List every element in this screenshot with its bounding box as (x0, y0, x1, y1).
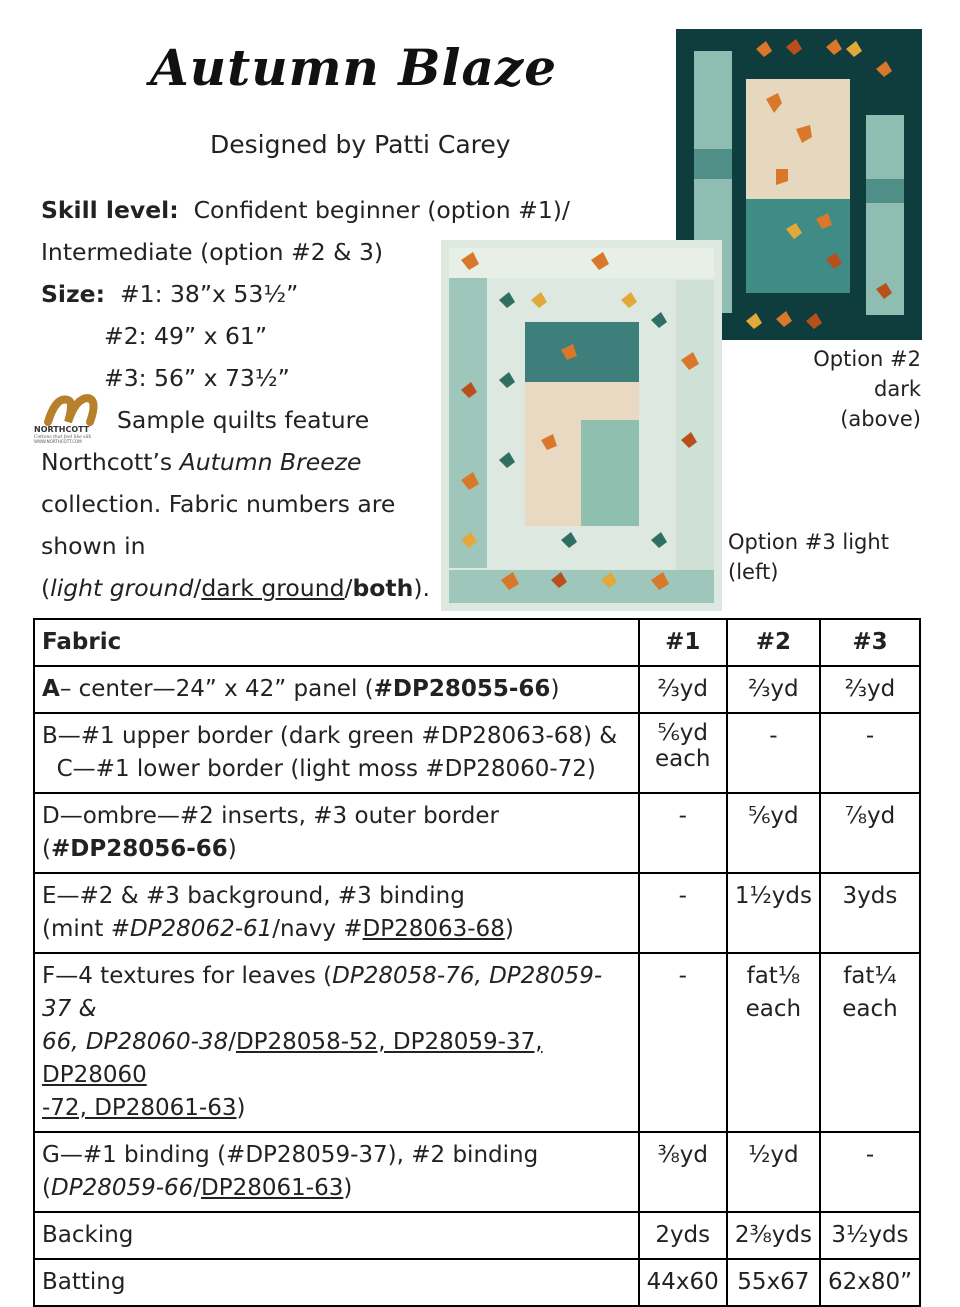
qty-value: fat¼ (843, 963, 897, 989)
sample-line1: Sample quilts feature (117, 406, 370, 434)
skill-level-line1 (41, 196, 570, 224)
caption-dark-line2: (above) (840, 407, 921, 431)
qty-cell: ⅞yd (820, 793, 920, 873)
logo-tagline: Cottons that feel like silk (34, 435, 92, 440)
table-row (34, 713, 920, 793)
sample-text: Northcott’s (41, 448, 180, 476)
fabric-number: #DP28056-66 (50, 836, 228, 862)
dark-ground-key: dark ground (201, 574, 345, 602)
qty-value: fat⅛ (746, 963, 801, 989)
qty-cell: 55x67 (727, 1259, 820, 1306)
fabric-a-cell (34, 666, 639, 713)
slash: / (193, 574, 202, 602)
fabric-desc-part: ( (42, 1175, 51, 1201)
size-option-1: #1: 38”x 53½” (119, 280, 299, 308)
qty-cell (727, 953, 820, 1132)
paren: ( (41, 574, 51, 602)
fabric-number: DP28059-66 (50, 1175, 194, 1201)
qty-cell: 3yds (820, 873, 920, 953)
fabric-number: #DP28062-61 (110, 916, 273, 942)
skill-label: Skill level: (41, 196, 179, 224)
sample-line4: shown in (41, 532, 146, 560)
size-line1 (41, 280, 298, 308)
qty-cell (639, 713, 727, 793)
light-ground-key: light ground (50, 574, 194, 602)
size-label: Size: (41, 280, 105, 308)
fabric-d-cell (34, 793, 639, 873)
backing-label: Backing (34, 1212, 639, 1259)
fabric-desc-part: /navy # (272, 916, 363, 942)
sample-line2 (41, 448, 361, 476)
fabric-requirements-table (33, 618, 921, 1307)
qty-value: each (655, 746, 711, 772)
header-option-3: #3 (820, 619, 920, 666)
skill-value-2: Intermediate (option #2 & 3) (41, 238, 384, 266)
fabric-desc: ) (550, 676, 560, 702)
batting-label: Batting (34, 1259, 639, 1306)
fabric-desc-part: ) (236, 1095, 246, 1121)
fabric-g-cell (34, 1132, 639, 1212)
qty-value: ⅚yd (657, 720, 708, 746)
qty-cell: ⅚yd (727, 793, 820, 873)
fabric-number: #DP28055-66 (373, 676, 551, 702)
fabric-desc: E—#2 & #3 background, #3 binding (42, 883, 465, 909)
qty-cell: - (820, 1132, 920, 1212)
fabric-desc-part: F—4 textures for leaves ( (42, 963, 333, 989)
fabric-desc (42, 913, 631, 946)
fabric-desc-part: (mint (42, 916, 111, 942)
page-title: Autumn Blaze (150, 38, 558, 97)
fabric-desc (42, 1092, 631, 1125)
qty-cell: ⅔yd (820, 666, 920, 713)
fabric-desc-part: ) (504, 916, 514, 942)
table-row (34, 793, 920, 873)
fabric-desc: G—#1 binding (#DP28059-37), #2 binding (42, 1142, 539, 1168)
designer-credit: Designed by Patti Carey (210, 130, 511, 159)
fabric-desc-part: / (228, 1029, 236, 1055)
size-option-2: #2: 49” x 61” (104, 322, 268, 350)
caption-light-line1: Option #3 light (728, 530, 889, 554)
table-row (34, 953, 920, 1132)
fabric-desc: – center—24” x 42” panel ( (59, 676, 374, 702)
table-row (34, 1132, 920, 1212)
header-option-1: #1 (639, 619, 727, 666)
caption-dark (779, 344, 921, 434)
fabric-number: 66, DP28060-38 (42, 1029, 229, 1055)
qty-cell: 3½yds (820, 1212, 920, 1259)
caption-light-line2: (left) (728, 560, 779, 584)
northcott-logo (34, 392, 114, 444)
caption-light (728, 527, 889, 587)
table-row (34, 666, 920, 713)
qty-cell: 1½yds (727, 873, 820, 953)
fabric-desc (42, 1026, 631, 1092)
sample-line5 (41, 574, 430, 602)
qty-value: each (745, 996, 802, 1022)
fabric-desc-part: / (193, 1175, 202, 1201)
paren: ). (413, 574, 431, 602)
qty-cell: - (727, 713, 820, 793)
slash: / (344, 574, 353, 602)
fabric-desc: D—ombre—#2 inserts, #3 outer border ( (42, 803, 500, 862)
header-fabric: Fabric (34, 619, 639, 666)
fabric-desc: B—#1 upper border (dark green #DP28063-68) & (42, 723, 618, 749)
collection-name: Autumn Breeze (179, 448, 362, 476)
sample-line3: collection. Fabric numbers are (41, 490, 396, 518)
qty-value: each (842, 996, 898, 1022)
fabric-number: DP28058-52, DP28059-37, DP28060 (42, 1029, 543, 1088)
fabric-desc (42, 1172, 631, 1205)
fabric-number: -72, DP28061-63 (42, 1095, 237, 1121)
table-row (34, 1259, 920, 1306)
qty-cell: ⅜yd (639, 1132, 727, 1212)
both-key: both (352, 574, 414, 602)
quilt-photo-light (441, 240, 722, 611)
fabric-number: DP28063-68 (362, 916, 505, 942)
fabric-number: DP28061-63 (201, 1175, 344, 1201)
size-option-3: #3: 56” x 73½” (104, 364, 290, 392)
fabric-desc (42, 960, 631, 1026)
qty-cell: - (639, 873, 727, 953)
fabric-number: DP28058-76, DP28059-37 & (42, 963, 603, 1022)
qty-cell: 62x80” (820, 1259, 920, 1306)
fabric-b-cell (34, 713, 639, 793)
qty-cell: 2⅜yds (727, 1212, 820, 1259)
table-row (34, 1212, 920, 1259)
qty-cell: 44x60 (639, 1259, 727, 1306)
fabric-desc: C—#1 lower border (light moss #DP28060-72) (42, 756, 596, 782)
qty-cell: - (820, 713, 920, 793)
qty-cell: - (639, 953, 727, 1132)
qty-cell: ⅔yd (727, 666, 820, 713)
qty-cell: - (639, 793, 727, 873)
fabric-letter: A (42, 676, 60, 702)
qty-cell: ⅔yd (639, 666, 727, 713)
qty-cell: 2yds (639, 1212, 727, 1259)
logo-text: NORTHCOTT (34, 425, 90, 434)
fabric-e-cell (34, 873, 639, 953)
fabric-desc-part: ) (343, 1175, 353, 1201)
skill-value-1: Confident beginner (option #1)/ (193, 196, 570, 224)
table-row (34, 873, 920, 953)
fabric-desc: ) (227, 836, 237, 862)
header-option-2: #2 (727, 619, 820, 666)
qty-cell: ½yd (727, 1132, 820, 1212)
logo-url: WWW.NORTHCOTT.COM (34, 439, 82, 444)
qty-cell (820, 953, 920, 1132)
fabric-f-cell (34, 953, 639, 1132)
caption-dark-line1: Option #2 dark (813, 347, 921, 401)
table-header-row (34, 619, 920, 666)
